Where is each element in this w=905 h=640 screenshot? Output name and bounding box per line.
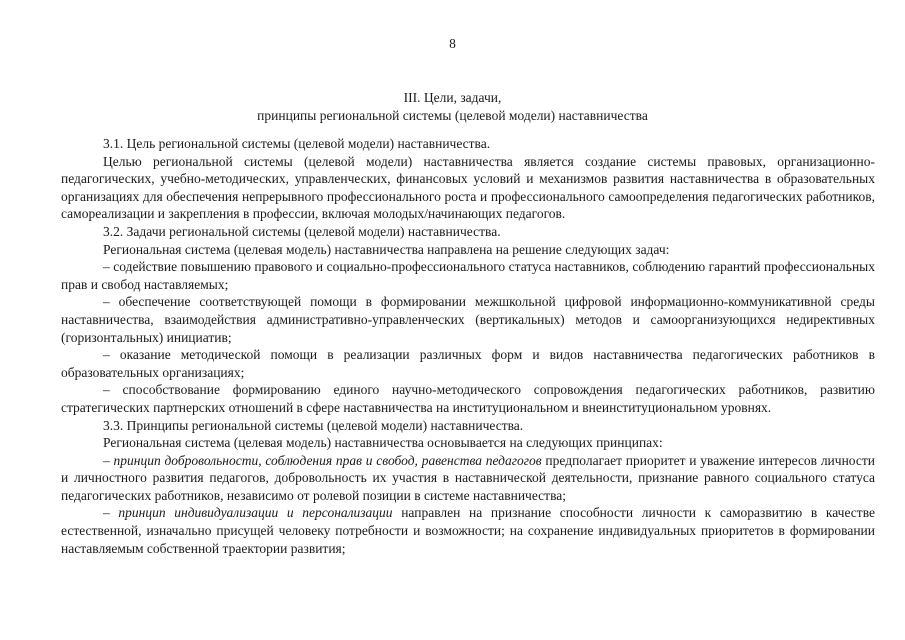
list-item: – обеспечение соответствующей помощи в формировании межшкольной цифровой информационно-коммуникативной среды наставничества, взаимодействия административно-управленческих (вертикальных) методов и самоорганизующихся недирективных (горизонтальных) инициатив; [61,294,875,345]
paragraph: Целью региональной системы (целевой модели) наставничества является создание системы правовых, организационно-педагогических, учебно-методических, управленческих, финансовых условий и механизмов развития наставничества в образовательных организациях для обеспечения непрерывного профессионального роста и профессионального самоопределения педагогических работников, самореализации и закрепления в профессии, включая молодых/начинающих педагогов. [61,153,875,222]
subsection-title: 3.2. Задачи региональной системы (целевой модели) наставничества. [103,223,501,239]
list-item [61,504,875,557]
principle-title: – принцип индивидуализации и персонализации [103,505,393,521]
paragraph: Региональная система (целевая модель) наставничества направлена на решение следующих задач: [103,241,670,257]
principle-title: – принцип добровольности, соблюдения прав и свобод, равенства педагогов [103,452,542,468]
paragraph: Региональная система (целевая модель) наставничества основывается на следующих принципах: [103,435,663,451]
list-item: – способствование формированию единого научно-методического сопровождения педагогических работников, развитию стратегических партнерских отношений в сфере наставничества на институциональном и внеинституциональном уровнях. [61,382,875,415]
principle-text: направлен на признание способности личности к саморазвитию в качестве естественной, изначально присущей человеку потребности и возможности; на сохранение индивидуальных приоритетов в формировании наставляемым собственной траектории развития; [61,505,875,556]
list-item: – содействие повышению правового и социально-профессионального статуса наставников, соблюдению гарантий профессиональных прав и свобод наставляемых; [61,259,875,292]
list-item: – оказание методической помощи в реализации различных форм и видов наставничества педагогических работников в образовательных организациях; [61,347,875,380]
section-heading [0,89,905,125]
heading-line-1: III. Цели, задачи, [403,90,502,105]
heading-line-2: принципы региональной системы (целевой модели) наставничества [257,108,648,123]
subsection-title: 3.3. Принципы региональной системы (целевой модели) наставничества. [103,417,524,433]
list-item [61,452,875,505]
principle-text: предполагает приоритет и уважение интересов личности и личностного развития педагогов, добровольность их участия в наставнической деятельности, признание равного социального статуса педагогических работников, независимо от ролевой позиции в системе наставничества; [61,452,876,503]
document-body [61,135,875,557]
subsection-title: 3.1. Цель региональной системы (целевой модели) наставничества. [103,136,491,151]
page-number: 8 [449,36,456,51]
